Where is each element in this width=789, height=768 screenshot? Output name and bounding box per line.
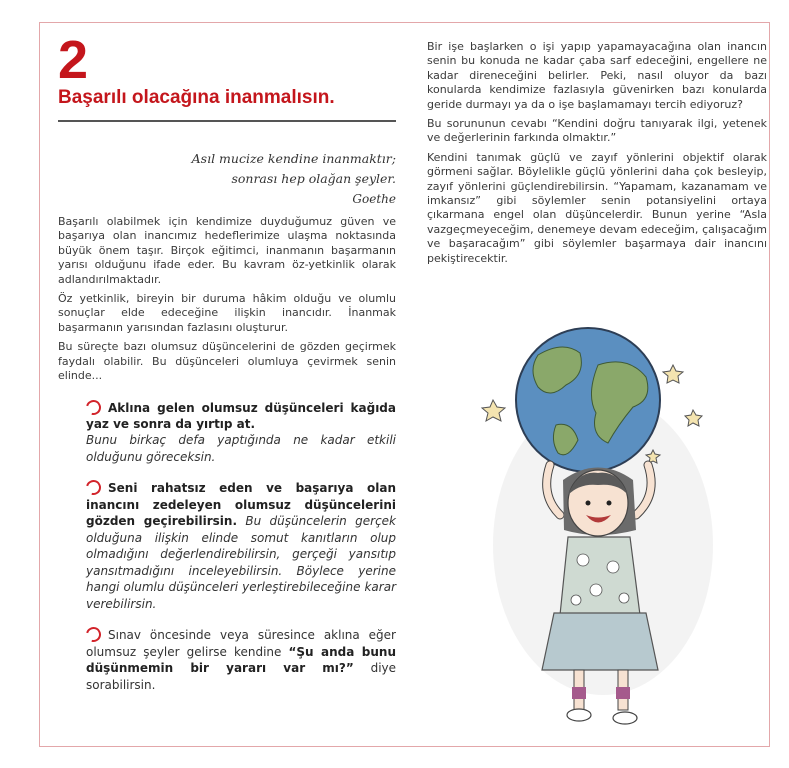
paragraph: Bu süreçte bazı olumsuz düşüncelerini de gözden geçirmek faydalı olabilir. Bu düşünceleri olumluya çevirmek senin elinde... (58, 340, 396, 383)
epigraph (58, 149, 396, 209)
left-column (58, 30, 397, 708)
tips-list (86, 400, 396, 693)
tip-italic: Bu düşüncelerin gerçek olduğuna ilişkin elinde somut kanıtların olup olmadığını değerlendirebilirsin, gerçeği yansıtıp yansıtmadığını inceleyebilirsin. Böylece yerine hangi olumlu düşünceleri yerleştirebileceğine karar verebilirsin. (86, 514, 396, 611)
paragraph: Başarılı olabilmek için kendimize duyduğumuz güven ve başarıya olan inancımız hedeflerimize ulaşma noktasında büyük önem taşır. Birçok eğitimci, inanmanın başarmanın yarısı olduğunu ifade eder. Bu kavram öz-yetkinlik olarak adlandırılmaktadır. (58, 215, 396, 286)
ring-bullet-icon (83, 625, 103, 645)
title-divider (58, 120, 396, 122)
ring-bullet-icon (83, 478, 103, 498)
left-body (58, 215, 396, 383)
ring-bullet-icon (83, 398, 103, 418)
paragraph: Öz yetkinlik, bireyin bir duruma hâkim olduğu ve olumlu sonuçlar elde edeceğine ilişkin inancıdır. İnanmak başarmanın yarısından fazlasını oluşturur. (58, 292, 396, 334)
globe (516, 328, 660, 472)
tip-bold: Seni rahatsız eden ve başarıya olan inancını zedeleyen olumsuz düşüncelerini gözden geçirebilirsin. (86, 481, 396, 529)
paragraph: Kendini tanımak güçlü ve zayıf yönlerini objektif olarak görmeni sağlar. Böylelikle güçlü yönlerini daha çok besleyip, zayıf yönlerini güçlendirebilirsin. “Yapamam, kazanamam ve imkansız” gibi söylemler senin potansiyelini ortaya çıkarmana engel olan düşüncelerdir. Bunun yerine “Asla vazgeçmeyeceğim, denemeye devam edeceğim, çalışacağım ve başaracağım” gibi söylemler başarmaya dair inancını pekiştirecektir. (427, 150, 767, 265)
chapter-title: Başarılı olacağına inanmalısın. (58, 87, 335, 108)
tip-plain: diye sorabilirsin. (86, 661, 397, 692)
paragraph: Bir işe başlarken o işi yapıp yapamayacağına olan inancın senin bu konuda ne kadar çaba sarf edeceğini, engellere ne kadar direneceğini belirler. Peki, nasıl oluyor da bazı konularda kendimize fazlasıyla güvenirken bazı konularda geride durmayı ya da o işe başlamamayı tercih ediyoruz? (427, 40, 767, 111)
right-column (427, 40, 767, 271)
tip-item (86, 400, 396, 465)
quote-line-1: Asıl mucize kendine inanmaktır; (191, 151, 396, 166)
tip-bold: “Şu anda bunu düşünmemin bir yararı var mı?” (86, 644, 396, 676)
tip-item (86, 627, 396, 693)
tip-plain: Sınav öncesinde veya süresince aklına eğer olumsuz şeyler gelirse kendine (86, 628, 396, 659)
quote-line-2: sonrası hep olağan şeyler. (231, 171, 396, 186)
tip-bold: Aklına gelen olumsuz düşünceleri kağıda yaz ve sonra da yırtıp at. (86, 401, 396, 432)
chapter-number: 2 (58, 30, 89, 90)
quote-author: Goethe (352, 192, 396, 206)
tip-item (86, 480, 396, 612)
girl-holding-globe-illustration (468, 315, 733, 735)
paragraph: Bu sorununun cevabı “Kendini doğru tanıyarak ilgi, yetenek ve değerlerinin farkında olmaktır.” (427, 117, 767, 145)
tip-italic: Bunu birkaç defa yaptığında ne kadar etkili olduğunu göreceksin. (86, 433, 396, 464)
